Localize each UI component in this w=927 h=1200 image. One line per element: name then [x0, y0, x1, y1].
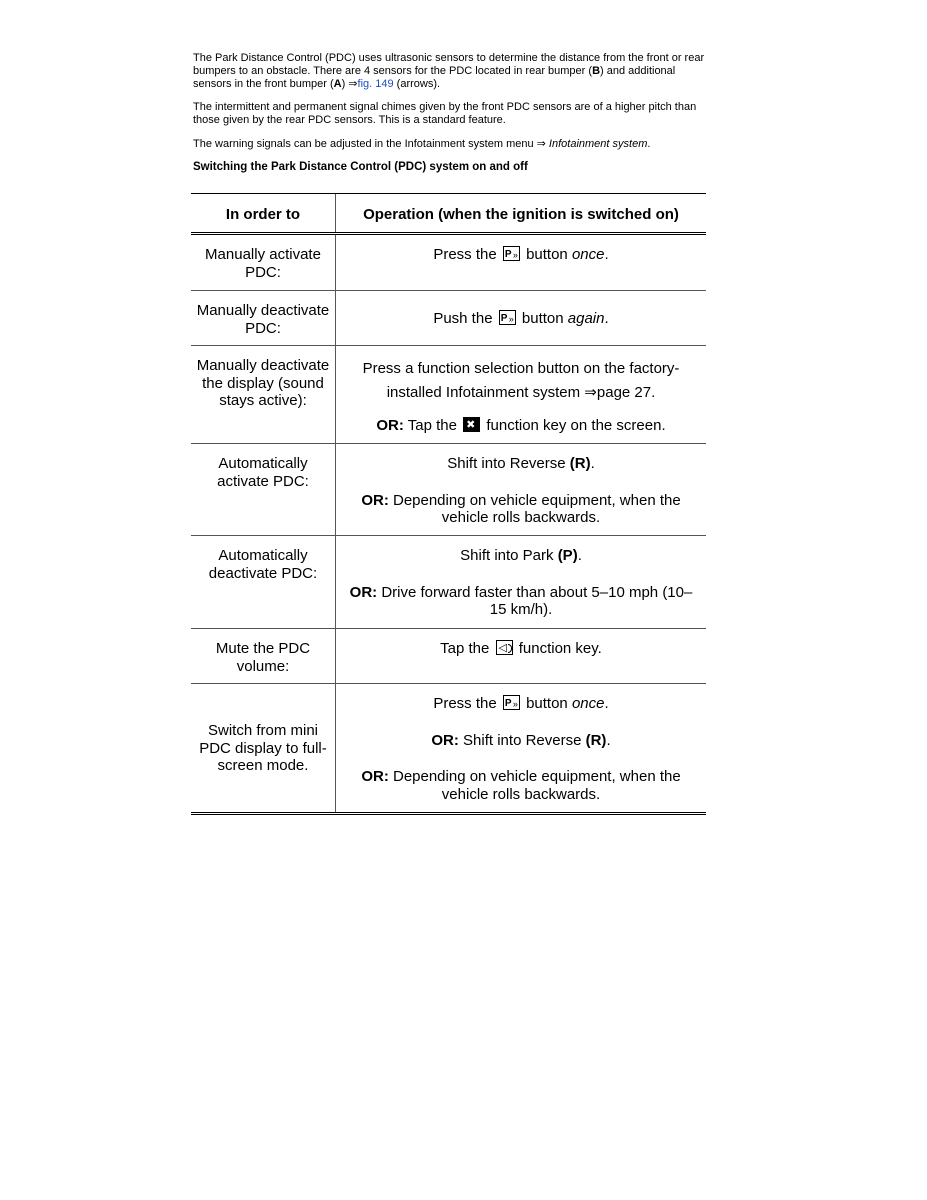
table-row [191, 235, 706, 291]
action-cell: Mute the PDC volume: [191, 629, 336, 683]
operation-cell: Shift into Park (P). OR: Drive forward faster than about 5–10 mph (10–15 km/h). [349, 547, 693, 618]
table-row [191, 684, 706, 815]
operation-cell: Press the » P button once. [336, 235, 706, 290]
operation-cell: Shift into Reverse (R). OR: Depending on vehicle equipment, when the vehicle rolls backwards. [361, 455, 681, 526]
speaker-mute-icon [496, 640, 513, 655]
table-row [191, 629, 706, 684]
parking-sensor-button-icon [503, 246, 520, 261]
action-cell: Automatically activate PDC: [191, 444, 336, 535]
operation-cell: Press a function selection button on the factory-installed Infotainment system ⇒page 27. OR: Tap the ✖ function key on the screen. [336, 346, 706, 443]
operation-cell: Tap the ◁ function key. [336, 629, 706, 683]
parking-sensor-button-icon [503, 695, 520, 710]
action-cell: Manually deactivate PDC: [191, 291, 336, 345]
action-cell: Manually deactivate the display (sound stays active): [191, 346, 336, 443]
intro-paragraph-2: The intermittent and permanent signal chimes given by the front PDC sensors are of a higher pitch than those given by the rear PDC sensors. This is a standard feature. [193, 101, 697, 126]
section-heading: Switching the Park Distance Control (PDC) system on and off [193, 161, 528, 173]
column-header-operation: Operation (when the ignition is switched on) [363, 206, 679, 223]
table-row [191, 536, 706, 629]
table-row [191, 291, 706, 346]
operation-cell: Press the » P button once. OR: Shift into Reverse (R). OR: Depending on vehicle equipment, when the vehicle rolls backwards. [336, 684, 706, 812]
close-key-icon [463, 417, 480, 432]
figure-link[interactable]: fig. 149 [357, 78, 394, 90]
action-cell: Automatically deactivate PDC: [191, 536, 336, 628]
table-row [191, 346, 706, 444]
intro-paragraph-1: The Park Distance Control (PDC) uses ultrasonic sensors to determine the distance from the front or rear bumpers to an obstacle. There are 4 sensors for the PDC located in rear bumper (B) and additional sensors in the front bumper (A) ⇒fig. 149 (arrows). [193, 52, 705, 90]
parking-sensor-button-icon [499, 310, 516, 325]
pdc-operation-table [191, 193, 706, 815]
table-row [191, 444, 706, 536]
operation-cell: Push the » P button again. [336, 291, 706, 345]
table-header-row [191, 194, 706, 235]
column-header-action: In order to [191, 194, 336, 232]
action-cell: Switch from mini PDC display to full-screen mode. [191, 684, 336, 812]
action-cell: Manually activate PDC: [191, 235, 336, 290]
intro-paragraph-3: The warning signals can be adjusted in the Infotainment system menu ⇒ Infotainment system. [193, 138, 651, 150]
